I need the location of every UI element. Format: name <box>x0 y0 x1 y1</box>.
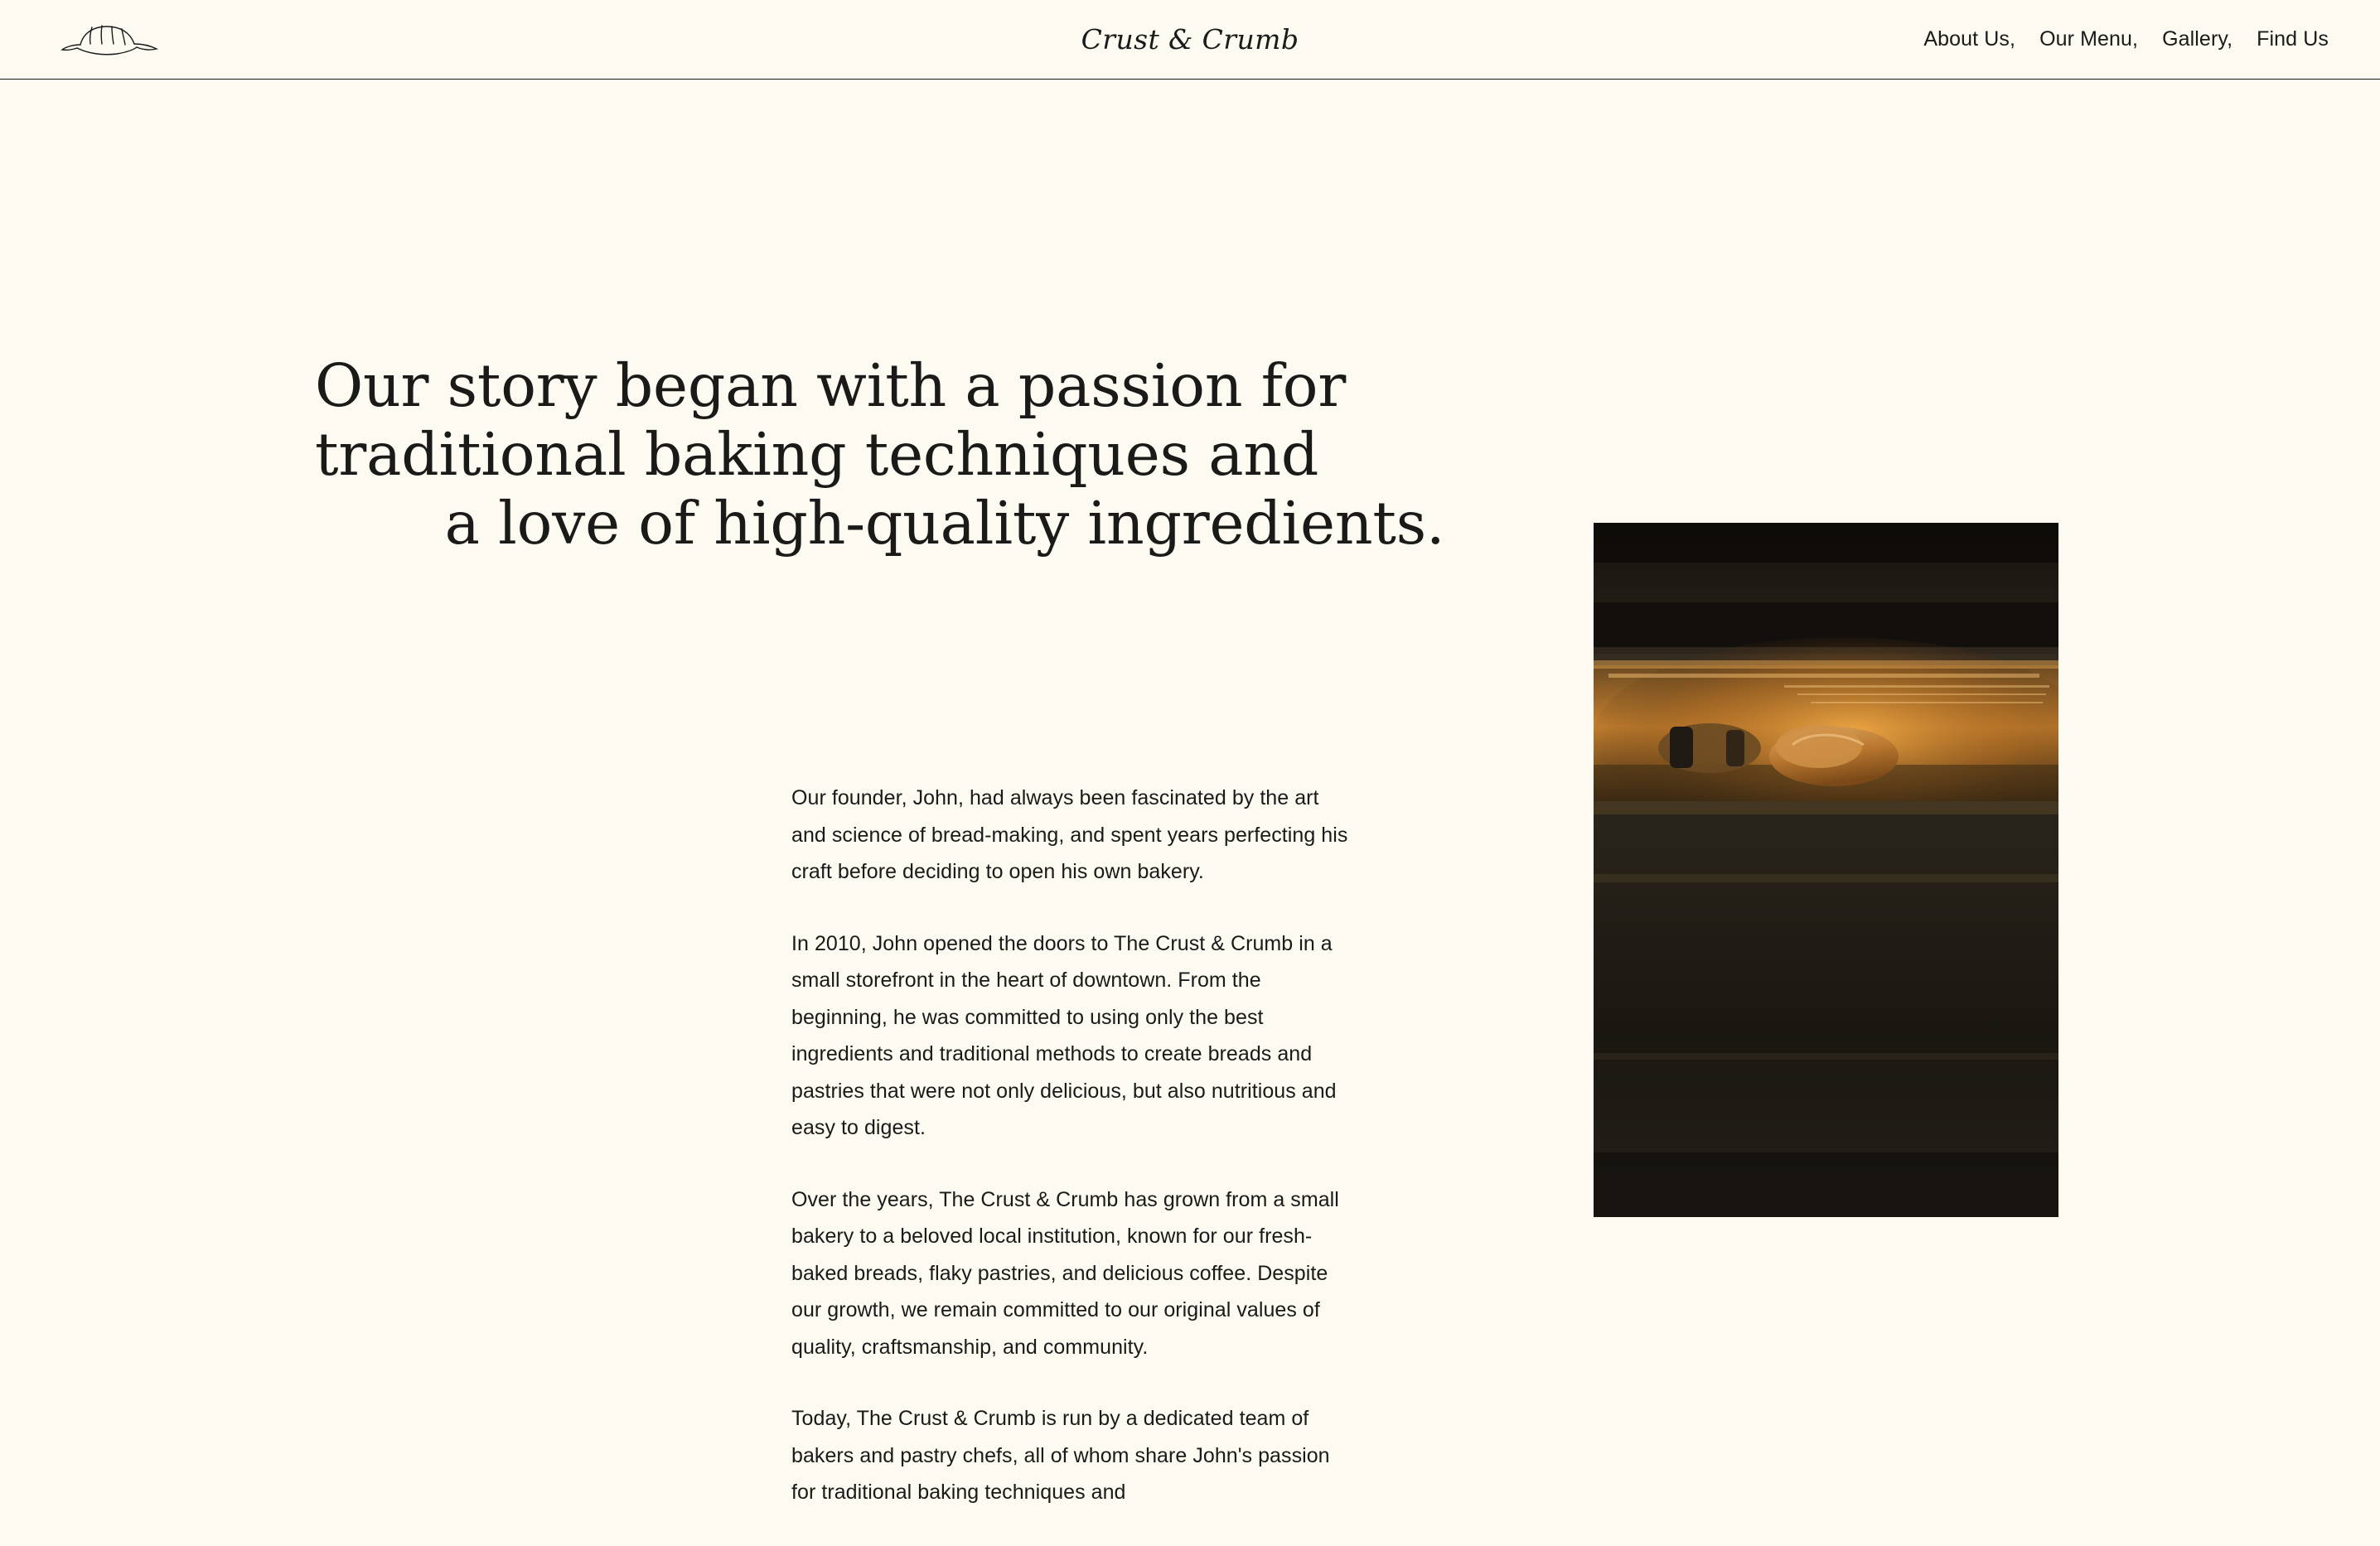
nav-gallery[interactable]: Gallery, <box>2162 27 2233 51</box>
main-navigation <box>1923 27 2329 51</box>
story-paragraph: Our founder, John, had always been fascinated by the art and science of bread-making, and spent years perfecting his craft before deciding to open his own bakery. <box>791 786 1348 883</box>
headline-line-3: a love of high-quality ingredients. <box>444 488 1445 558</box>
oven-bread-illustration <box>1594 523 2058 1217</box>
headline-line-2: traditional baking techniques and <box>315 419 1319 489</box>
headline-line-1: Our story began with a passion for <box>315 350 1347 420</box>
site-header <box>0 0 2380 80</box>
nav-our-menu[interactable]: Our Menu, <box>2039 27 2139 51</box>
nav-find-us[interactable]: Find Us <box>2257 27 2329 51</box>
nav-about-us[interactable]: About Us, <box>1923 27 2016 51</box>
story-paragraph: Over the years, The Crust & Crumb has grown from a small bakery to a beloved local institution, known for our fresh-baked breads, flaky pastries, and delicious coffee. Despite our growth, we remain committed to our original values of quality, craftsmanship, and community. <box>791 1187 1339 1359</box>
brand-title: Crust & Crumb <box>1081 23 1299 56</box>
page-title <box>315 351 1575 558</box>
story-text-column <box>791 780 1355 1546</box>
story-paragraph: Today, The Crust & Crumb is run by a dedicated team of bakers and pastry chefs, all of whom share John's passion for traditional baking techniques and <box>791 1407 1330 1504</box>
story-paragraph: In 2010, John opened the doors to The Crust & Crumb in a small storefront in the heart of downtown. From the beginning, he was committed to using only the best ingredients and traditional methods to create breads and pastries that were not only delicious, but also nutritious and easy to digest. <box>791 931 1337 1139</box>
bakery-oven-photo <box>1594 523 2058 1217</box>
